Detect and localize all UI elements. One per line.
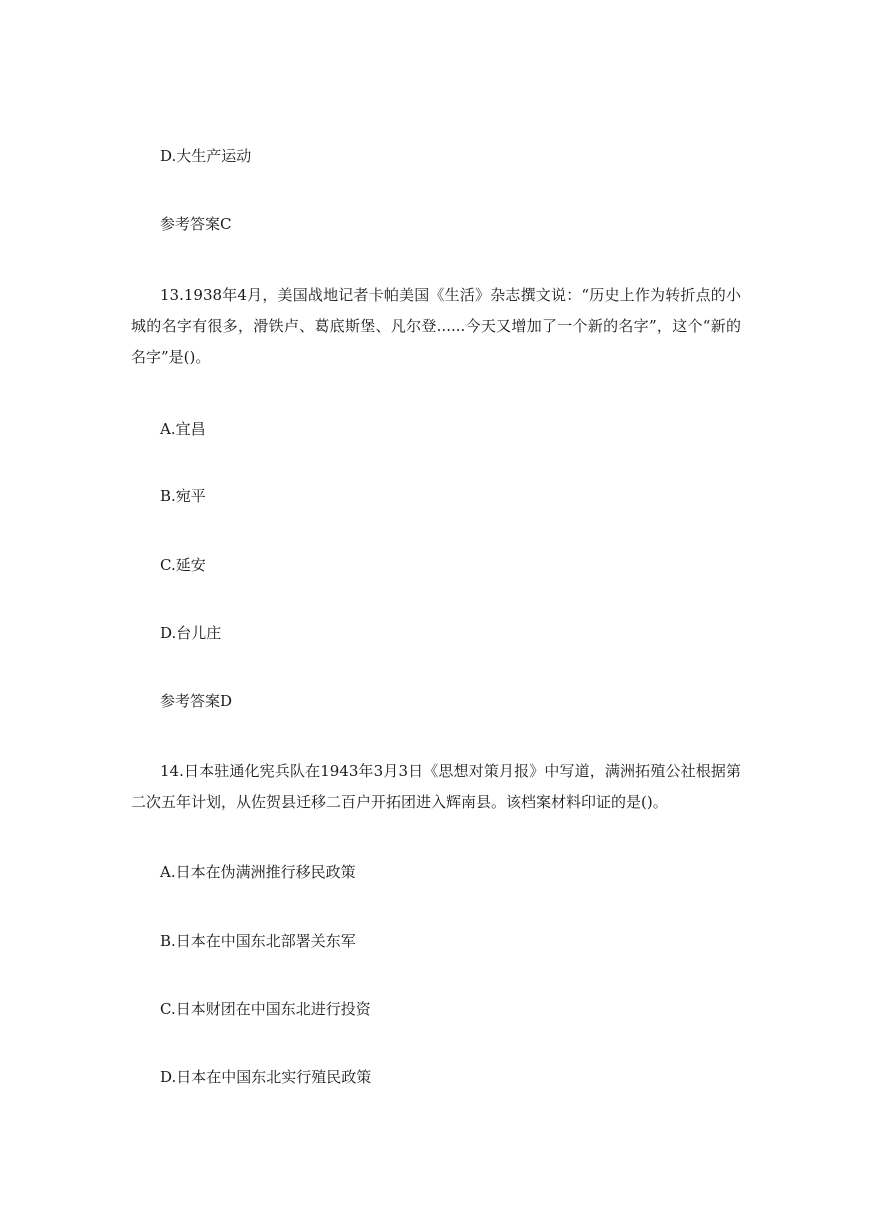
q12-answer: 参考答案C — [160, 215, 232, 233]
q13-question: 13.1938年4月，美国战地记者卡帕美国《生活》杂志撰文说：“历史上作为转折点的小城的名字有很多，滑铁卢、葛底斯堡、凡尔登......今天又增加了一个新的名字”，这个“新的名字”是()。 — [131, 286, 741, 366]
q14-option-b: B.日本在中国东北部署关东军 — [160, 932, 356, 950]
q14-option-d: D.日本在中国东北实行殖民政策 — [160, 1068, 372, 1086]
q13-option-a: A.宜昌 — [160, 420, 206, 438]
q13-option-b: B.宛平 — [160, 487, 206, 505]
q14-option-a: A.日本在伪满洲推行移民政策 — [160, 863, 356, 881]
q14-question: 14.日本驻通化宪兵队在1943年3月3日《思想对策月报》中写道，满洲拓殖公社根据第二次五年计划，从佐贺县迁移二百户开拓团进入辉南县。该档案材料印证的是()。 — [131, 762, 741, 811]
q13-answer: 参考答案D — [160, 692, 233, 710]
q12-option-d: D.大生产运动 — [160, 147, 252, 165]
q13-option-c: C.延安 — [160, 556, 206, 574]
q14-option-c: C.日本财团在中国东北进行投资 — [160, 1000, 371, 1018]
q13-option-d: D.台儿庄 — [160, 624, 222, 642]
